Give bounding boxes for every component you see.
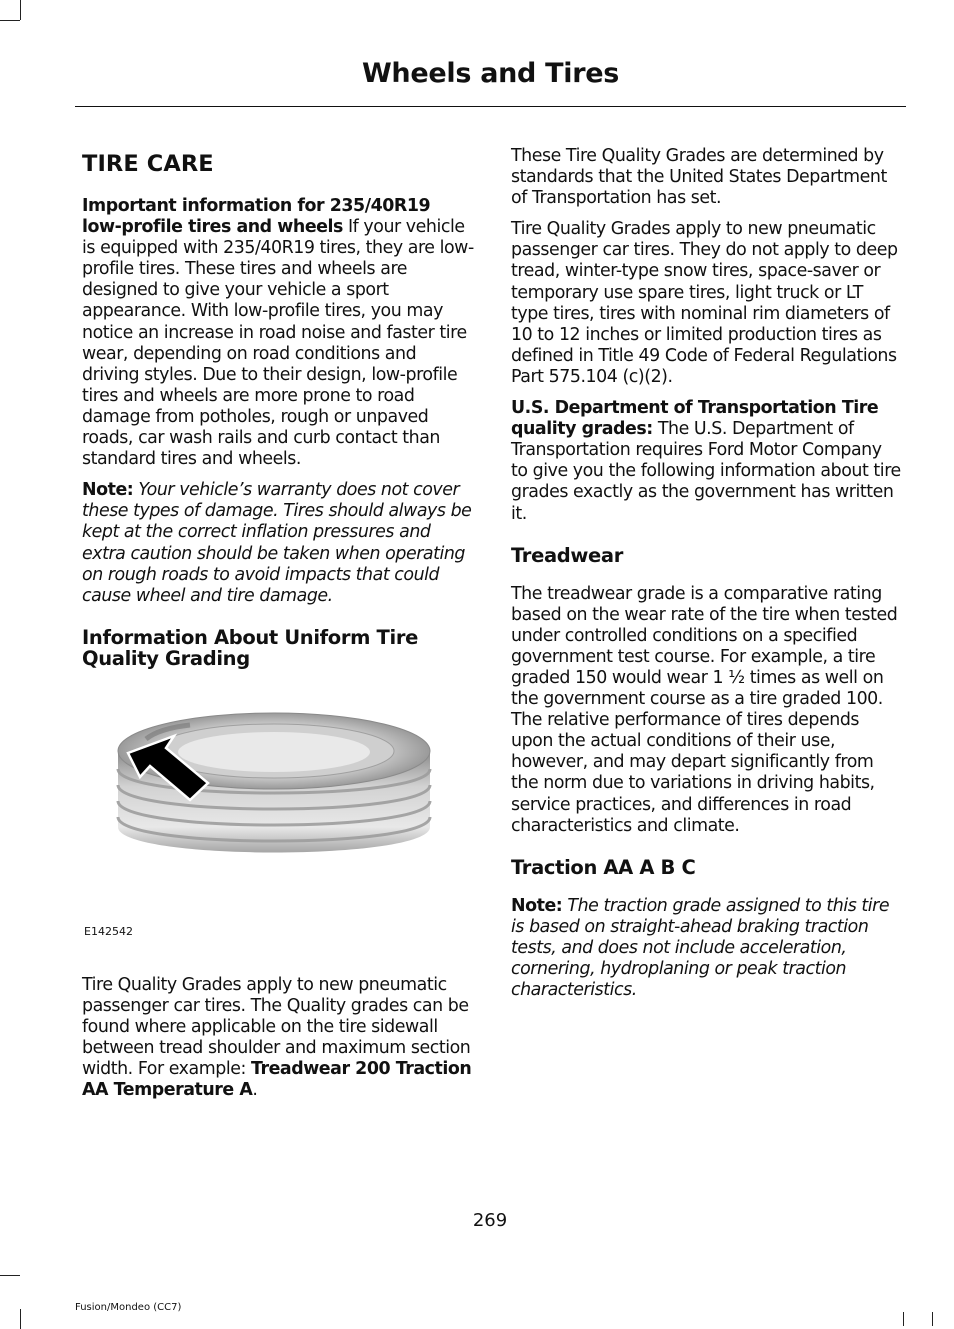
dot-grades-text: The U.S. Department of Transportation requires Ford Motor Company to give you the following information about tire grades exactly as the government has written it.	[511, 419, 901, 524]
crop-mark-top-left-vertical	[20, 0, 21, 20]
right-column	[511, 146, 903, 1011]
low-profile-lead: Important information for 235/40R19 low-profile tires and wheels	[82, 196, 431, 238]
figure-id: E142542	[84, 924, 133, 938]
crop-mark-bottom-right-vertical-b	[932, 1312, 933, 1326]
page-header-title: Wheels and Tires	[361, 58, 620, 89]
note-label: Note:	[82, 480, 134, 501]
section-heading-tire-care: TIRE CARE	[82, 151, 214, 177]
page-number: 269	[472, 1210, 508, 1231]
applicability-paragraph: Tire Quality Grades apply to new pneumatic passenger car tires. They do not apply to deep tread, winter-type snow tires, space-saver or temporary use spare tires, light truck or LT type tires, tires with nominal rim diameters of 10 to 12 inches or limited production tires as defined in Title 49 Code of Federal Regulations Part 575.104 (c)(2).	[511, 219, 898, 387]
low-profile-text: If your vehicle is equipped with 235/40R19 tires, they are low-profile tires. These tires and wheels are designed to give your vehicle a sport appearance. With low-profile tires, you may notice an increase in road noise and faster tire wear, depending on road conditions and driving styles. Due to their design, low-profile tires and wheels are more prone to road damage from potholes, rough or unpaved roads, car wash rails and curb contact than standard tires and wheels.	[82, 217, 474, 470]
left-column	[82, 146, 474, 1111]
quality-grades-end: .	[252, 1080, 258, 1101]
header-divider	[75, 106, 906, 107]
standards-paragraph: These Tire Quality Grades are determined by standards that the United States Department of Transportation has set.	[511, 146, 887, 209]
subheading-traction: Traction AA A B C	[511, 855, 696, 879]
quality-grades-example: Treadwear 200 Traction AA Temperature A	[82, 1059, 472, 1101]
dot-grades-paragraph	[511, 398, 903, 525]
note-text: Your vehicle’s warranty does not cover these types of damage. Tires should always be kept at the correct inflation pressures and extra caution should be taken when operating on rough roads to avoid impacts that could cause wheel and tire damage.	[82, 480, 472, 606]
traction-note	[511, 896, 903, 1001]
quality-grades-text: Tire Quality Grades apply to new pneumatic passenger car tires. The Quality grades can be found where applicable on the tire sidewall between tread shoulder and maximum section width. For example:	[82, 974, 471, 1080]
tire-illustration-figure	[82, 687, 474, 957]
low-profile-paragraph	[82, 196, 474, 470]
footer-model: Fusion/Mondeo (CC7)	[75, 1302, 182, 1313]
crop-mark-bottom-left-horizontal	[0, 1275, 20, 1276]
crop-mark-bottom-left-vertical	[20, 1309, 21, 1329]
crop-mark-bottom-right-vertical-a	[903, 1312, 904, 1326]
traction-note-text: The traction grade assigned to this tire is based on straight-ahead braking traction tests, and does not include acceleration, cornering, hydroplaning or peak traction characteristics.	[511, 895, 890, 1001]
subheading-treadwear: Treadwear	[511, 543, 623, 567]
crop-mark-top-left-horizontal	[0, 20, 20, 21]
treadwear-paragraph: The treadwear grade is a comparative rating based on the wear rate of the tire when tested under controlled conditions on a specified government test course. For example, a tire graded 150 would wear 1 ½ times as well on the government course as a tire graded 100. The relative performance of tires depends upon the actual conditions of their use, however, and may depart significantly from the norm due to variations in driving habits, service practices, and differences in road characteristics and climate.	[511, 583, 898, 836]
warranty-note	[82, 480, 474, 607]
quality-grades-paragraph	[82, 975, 474, 1102]
dot-grades-lead: U.S. Department of Transportation Tire quality grades:	[511, 398, 879, 440]
traction-note-label: Note:	[511, 895, 563, 916]
subheading-uniform-tire-quality-grading: Information About Uniform Tire Quality Grading	[82, 625, 418, 670]
tire-illustration	[112, 699, 437, 884]
